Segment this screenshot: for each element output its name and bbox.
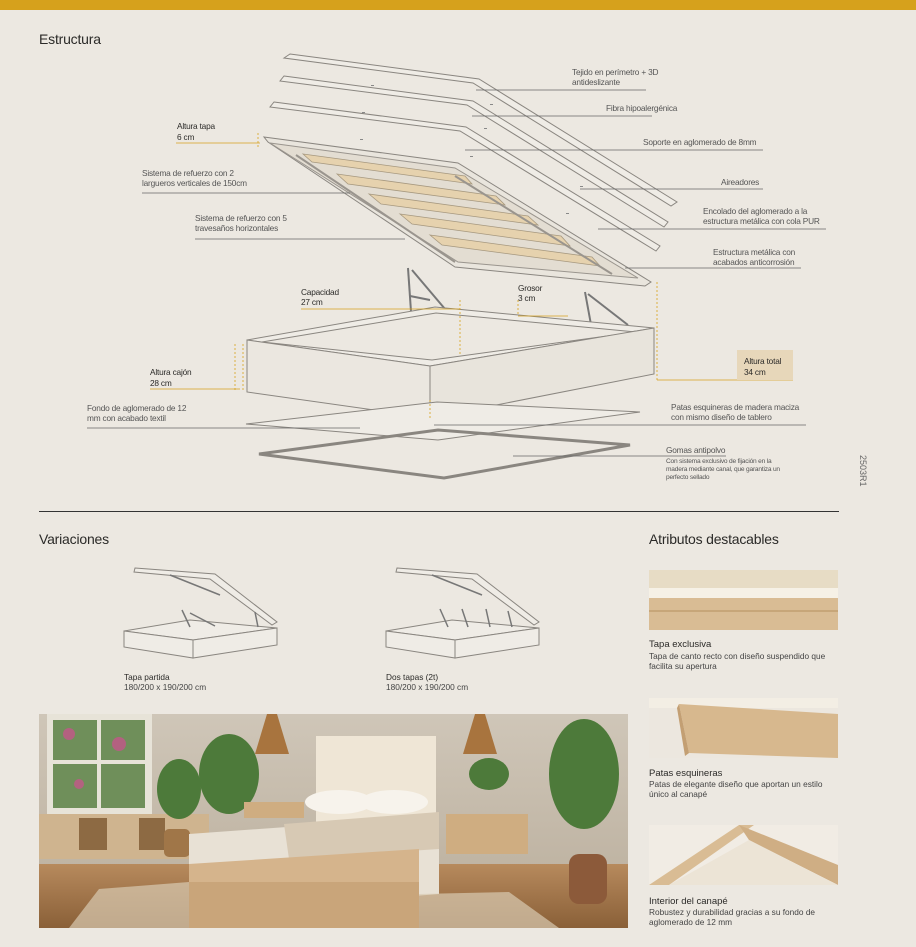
label-grosor: Grosor [518,283,543,293]
variation-tapa-partida-drawing [120,565,285,660]
attribute-1-desc: Tapa de canto recto con diseño suspendido que facilita su apertura [649,651,826,671]
variation-2-sizes: 180/200 x 190/200 cm [386,682,469,692]
attributes-heading: Atributos destacables [649,531,779,547]
document-code: 2503R1 [858,455,868,487]
label-sistema5: Sistema de refuerzo con 5 travesaños horizontales [195,213,287,233]
label-fondo: Fondo de aglomerado de 12 mm con acabado textil [87,403,187,423]
attribute-2-desc: Patas de elegante diseño que aportan un estilo único al canapé [649,779,823,799]
bedroom-photo [39,714,628,928]
label-tejido: Tejido en perímetro + 3D antideslizante [572,67,659,87]
label-patas: Patas esquineras de madera maciza con mismo diseño de tablero [671,402,800,422]
attribute-3-title: Interior del canapé [649,896,728,907]
attribute-3-desc: Robustez y durabilidad gracias a su fondo de aglomerado de 12 mm [649,907,816,927]
label-gomas-desc: Con sistema exclusivo de fijación en la madera mediante canal, que garantiza un perfecto sellado [666,458,780,481]
variation-1-sizes: 180/200 x 190/200 cm [124,682,207,692]
attribute-2-title: Patas esquineras [649,768,723,779]
label-altura-total: Altura total [744,356,782,366]
variation-dos-tapas-drawing [382,565,547,660]
label-gomas: Gomas antipolvo [666,445,726,455]
label-soporte: Soporte en aglomerado de 8mm [643,137,757,147]
variation-1-title: Tapa partida [124,672,170,682]
label-fibra: Fibra hipoalergénica [606,103,678,113]
variations-heading: Variaciones [39,531,109,547]
label-estructura: Estructura metálica con acabados anticorrosión [713,247,796,267]
attribute-3-image [649,825,838,885]
label-aireadores: Aireadores [721,177,760,187]
base-plate [246,402,640,440]
value-altura-tapa: 6 cm [177,132,195,142]
structure-heading: Estructura [39,31,101,47]
value-capacidad: 27 cm [301,297,323,307]
label-capacidad: Capacidad [301,287,339,297]
label-encolado: Encolado del aglomerado a la estructura metálica con cola PUR [703,206,820,226]
value-grosor: 3 cm [518,293,536,303]
variation-2-title: Dos tapas (2t) [386,672,439,682]
label-sistema2: Sistema de refuerzo con 2 largueros verticales de 150cm [142,168,247,188]
label-altura-tapa: Altura tapa [177,121,215,131]
value-altura-cajon: 28 cm [150,378,172,388]
attribute-1-image [649,570,838,630]
section-divider [39,511,839,512]
label-altura-cajon: Altura cajón [150,367,192,377]
attribute-1-title: Tapa exclusiva [649,639,712,650]
attribute-2-image [649,698,838,758]
value-altura-total: 34 cm [744,367,766,377]
